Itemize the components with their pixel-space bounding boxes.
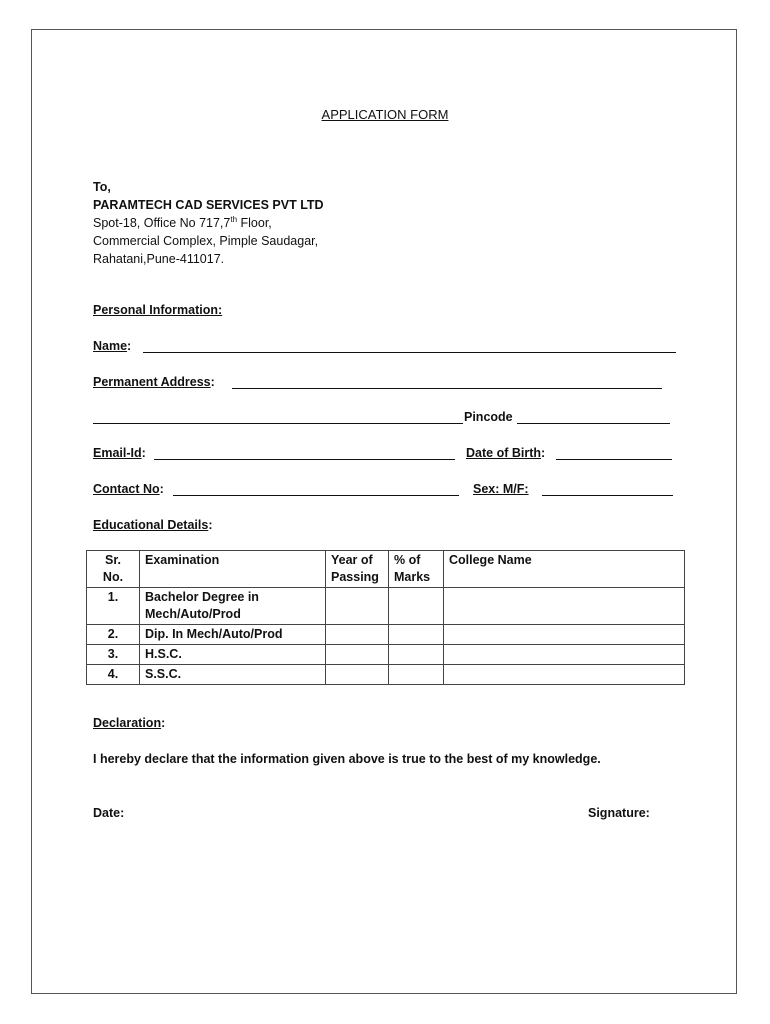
table-row: [87, 665, 685, 685]
row-marks-cell[interactable]: [389, 645, 444, 665]
contact-field[interactable]: [173, 495, 459, 496]
address-line2: Commercial Complex, Pimple Saudagar,: [93, 234, 319, 248]
row-year-cell[interactable]: [326, 625, 389, 645]
permanent-address-field[interactable]: [232, 388, 662, 389]
contact-label: Contact No: [93, 482, 160, 496]
sex-field[interactable]: [542, 495, 673, 496]
table-row: [87, 625, 685, 645]
education-table: [86, 550, 685, 685]
row-year-cell[interactable]: [326, 645, 389, 665]
row-sr: 4.: [87, 665, 140, 685]
header-examination: Examination: [140, 551, 326, 588]
name-label-group: Name:: [93, 339, 132, 353]
dob-label-group: Date of Birth:: [466, 446, 546, 460]
dob-field[interactable]: [556, 459, 672, 460]
row-college-cell[interactable]: [444, 588, 685, 625]
page-border: [31, 29, 737, 994]
signature-label: Signature:: [588, 806, 650, 820]
pincode-label: Pincode: [464, 410, 513, 424]
row-year-cell[interactable]: [326, 665, 389, 685]
row-examination: Dip. In Mech/Auto/Prod: [140, 625, 326, 645]
header-sr: Sr. No.: [87, 551, 140, 588]
name-label: Name: [93, 339, 128, 353]
row-sr: 1.: [87, 588, 140, 625]
table-row: [87, 645, 685, 665]
row-marks-cell[interactable]: [389, 665, 444, 685]
row-marks-cell[interactable]: [389, 588, 444, 625]
contact-label-group: Contact No:: [93, 482, 164, 496]
row-college-cell[interactable]: [444, 645, 685, 665]
email-field[interactable]: [154, 459, 455, 460]
row-college-cell[interactable]: [444, 665, 685, 685]
name-field[interactable]: [143, 352, 676, 353]
permanent-address-field-2[interactable]: [93, 423, 463, 424]
dob-label: Date of Birth: [466, 446, 541, 460]
row-examination: S.S.C.: [140, 665, 326, 685]
row-sr: 3.: [87, 645, 140, 665]
personal-info-heading: Personal Information:: [93, 303, 223, 317]
row-sr: 2.: [87, 625, 140, 645]
education-heading: Educational Details: [93, 518, 209, 532]
declaration-text: I hereby declare that the information given above is true to the best of my knowledge.: [93, 752, 601, 766]
permanent-address-label: Permanent Address: [93, 375, 211, 389]
pincode-field[interactable]: [517, 423, 670, 424]
row-marks-cell[interactable]: [389, 625, 444, 645]
recipient-address: [93, 178, 324, 268]
row-examination: H.S.C.: [140, 645, 326, 665]
header-college: College Name: [444, 551, 685, 588]
header-year: Year of Passing: [326, 551, 389, 588]
declaration-heading-group: Declaration:: [93, 716, 166, 730]
row-examination: Bachelor Degree in Mech/Auto/Prod: [140, 588, 326, 625]
declaration-heading: Declaration: [93, 716, 162, 730]
date-label: Date:: [93, 806, 125, 820]
education-heading-group: Educational Details:: [93, 518, 213, 532]
address-sup: th: [230, 215, 238, 224]
sex-label: Sex: M/F:: [473, 482, 529, 496]
header-marks: % of Marks: [389, 551, 444, 588]
address-label-group: Permanent Address:: [93, 375, 215, 389]
address-line3: Rahatani,Pune-411017.: [93, 252, 225, 266]
address-line1: Spot-18, Office No 717,7th Floor,: [93, 215, 272, 230]
form-title: APPLICATION FORM: [321, 107, 449, 122]
address-to: To,: [93, 180, 111, 194]
row-college-cell[interactable]: [444, 625, 685, 645]
email-label-group: Email-Id:: [93, 446, 146, 460]
row-year-cell[interactable]: [326, 588, 389, 625]
email-label: Email-Id: [93, 446, 142, 460]
table-row: [87, 588, 685, 625]
table-header-row: [87, 551, 685, 588]
address-company: PARAMTECH CAD SERVICES PVT LTD: [93, 198, 324, 212]
